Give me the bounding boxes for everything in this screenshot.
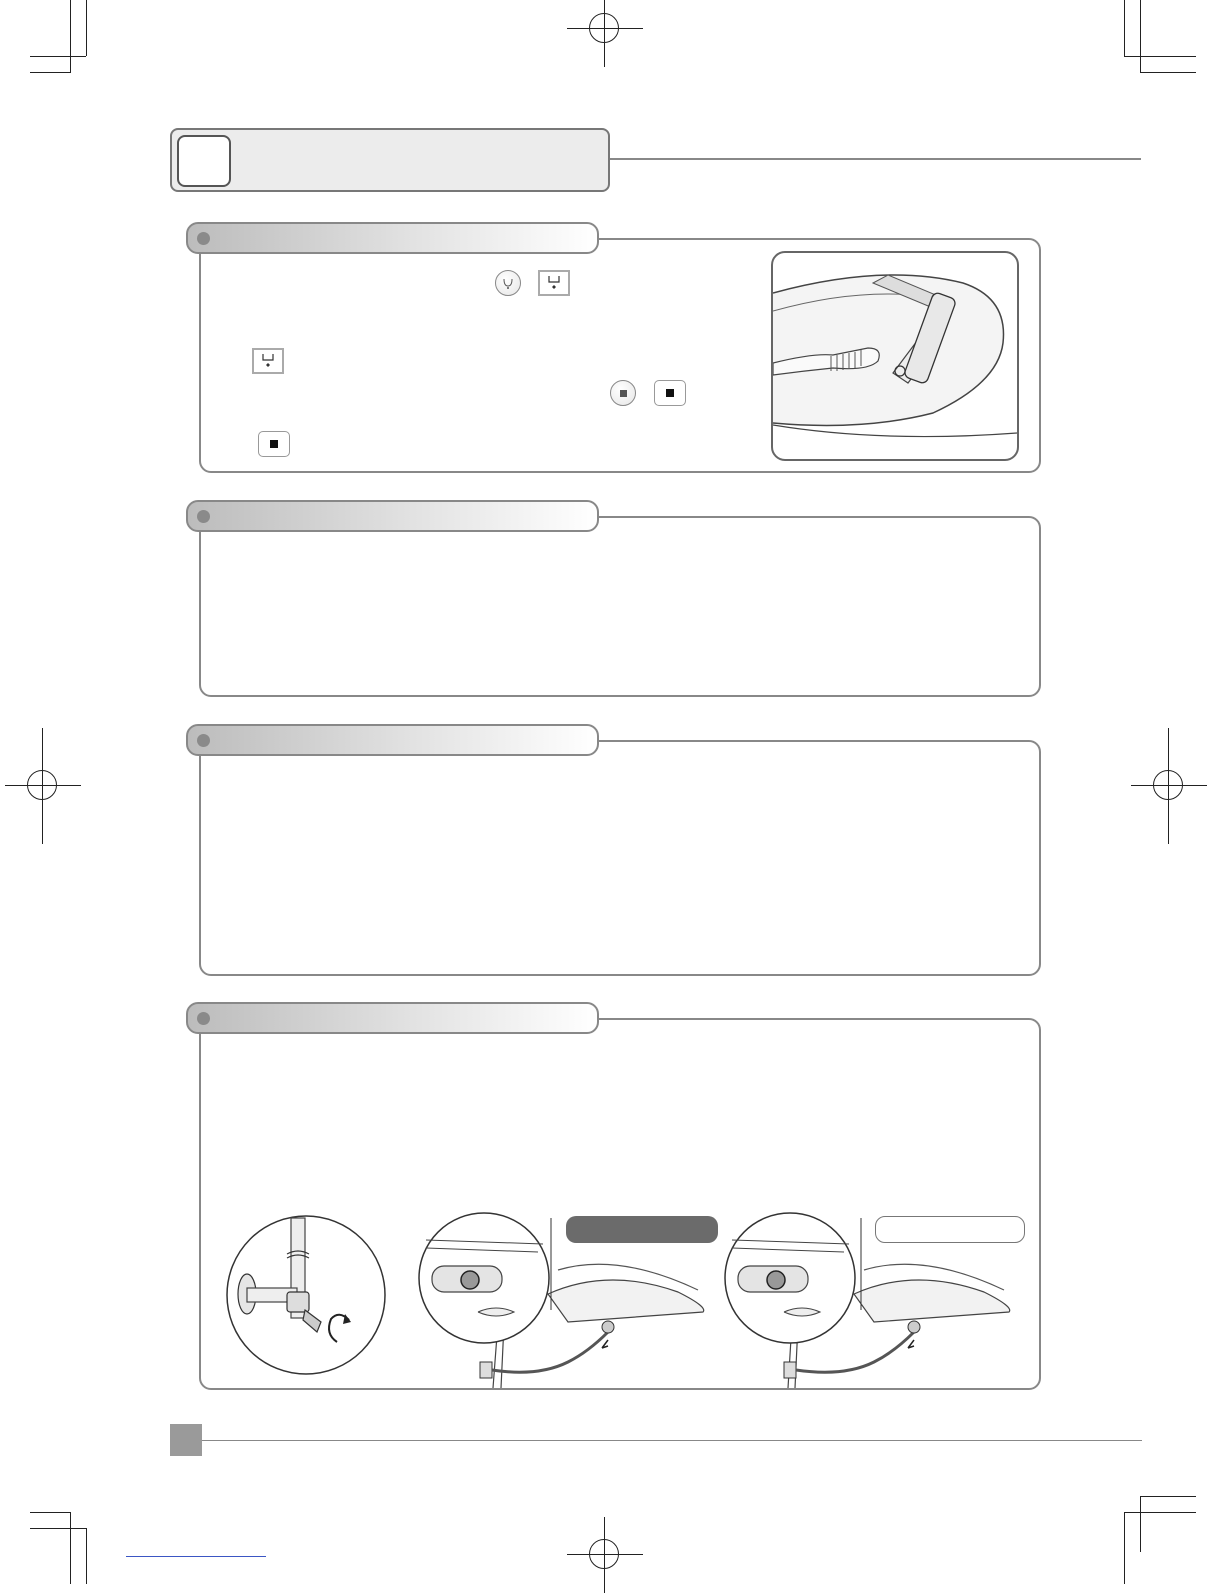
page-number-box <box>170 1424 202 1456</box>
stop-square-icon <box>258 431 290 457</box>
section-tab-2 <box>186 500 599 532</box>
water-valve-illustration <box>225 1214 387 1376</box>
model-label-light <box>875 1216 1025 1243</box>
registration-mark-top <box>567 0 643 67</box>
tab-bullet <box>197 510 210 523</box>
model-label-dark <box>566 1216 718 1243</box>
section-tab-3 <box>186 724 599 756</box>
registration-mark-left <box>5 748 81 824</box>
tab-bullet <box>197 232 210 245</box>
registration-mark-right <box>1131 748 1207 824</box>
nozzle-clean-round-icon <box>495 270 521 296</box>
section-panel-2 <box>199 516 1041 697</box>
print-slug-line <box>126 1556 266 1557</box>
nozzle-clean-square-icon <box>252 348 284 374</box>
tab-bullet <box>197 734 210 747</box>
nozzle-clean-square-icon <box>538 270 570 296</box>
tab-bullet <box>197 1012 210 1025</box>
section-panel-3 <box>199 740 1041 976</box>
section-header <box>170 128 610 192</box>
section-number <box>177 135 231 187</box>
registration-mark-bottom <box>567 1517 643 1593</box>
stop-round-icon <box>610 380 636 406</box>
nozzle-cleaning-illustration <box>771 251 1019 461</box>
header-rule <box>610 158 1141 160</box>
section-tab-1 <box>186 222 599 254</box>
section-tab-4 <box>186 1002 599 1034</box>
stop-square-icon <box>654 380 686 406</box>
footer-rule <box>202 1440 1142 1441</box>
